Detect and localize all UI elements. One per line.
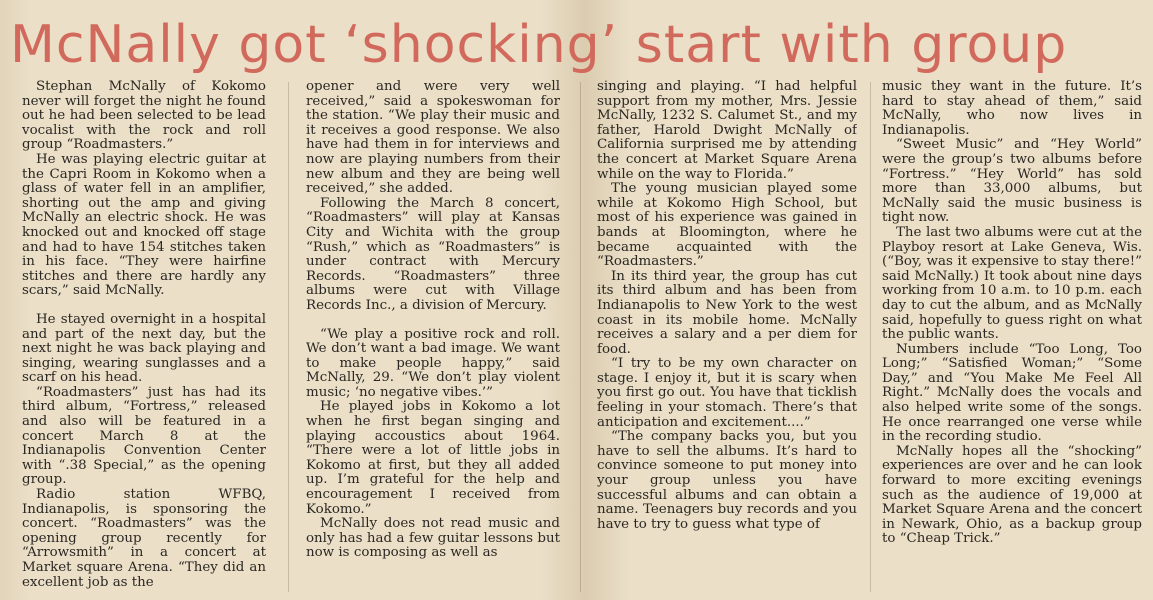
paragraph: Numbers include “Too Long, Too Long;” “Satisfied Woman;” “Some Day,” and “You Make Me Feel All Right.” McNally does the vocals and also helped write some of the songs. He once rearranged one verse while in the recording studio. — [882, 341, 1142, 445]
paragraph: He was playing electric guitar at the Capri Room in Kokomo when a glass of water fell in an amplifier, shorting out the amp and giving McNally an electric shock. He was knocked out and knocked off stage and had to have 154 stitches taken in his face. “They were hairfine stitches and there are hardly any scars,” said McNally. — [22, 151, 266, 299]
paragraph: “Sweet Music” and “Hey World” were the group’s two albums before “Fortress.” “Hey World” has sold more than 33,000 albums, but McNally said the music business is tight now. — [882, 137, 1142, 226]
paragraph: The young musician played some while at Kokomo High School, but most of his experience was gained in bands at Bloomington, where he became acquainted with the “Roadmasters.” — [597, 181, 857, 270]
paragraph: Stephan McNally of Kokomo never will forget the night he found out he had been selected to be lead vocalist with the rock and roll group “Roadmasters.” — [22, 80, 266, 153]
column-divider — [288, 82, 289, 592]
article-column-3 — [597, 80, 857, 595]
paragraph: McNally does not read music and only has had a few guitar lessons but now is composing as well as — [306, 516, 560, 561]
paragraph: He played jobs in Kokomo a lot when he first began singing and playing accoustics about 1964. “There were a lot of little jobs in Kokomo at first, but they all added up. I’m grateful for the help and encouragement I received from Kokomo.” — [306, 399, 560, 517]
paragraph: music they want in the future. It’s hard to stay ahead of them,” said McNally, who now lives in Indianapolis. — [882, 80, 1142, 138]
paragraph: He stayed overnight in a hospital and part of the next day, but the next night he was back playing and singing, wearing sunglasses and a scarf on his head. — [22, 311, 266, 386]
paragraph: Following the March 8 concert, “Roadmasters” will play at Kansas City and Wichita with the group “Rush,” which as “Roadmasters” is under contract with Mercury Records. “Roadmasters” three albums were cut with Village Records Inc., a division of Mercury. — [306, 195, 560, 313]
column-divider — [870, 82, 871, 592]
headline: McNally got ‘shocking’ start with group — [10, 15, 1068, 75]
paragraph: “Roadmasters” just has had its third album, “Fortress,” released and also will be featured in a concert March 8 at the Indianapolis Convention Center with “.38 Special,” as the opening group. — [22, 384, 266, 488]
paragraph: “I try to be my own character on stage. I enjoy it, but it is scary when you first go out. You have that ticklish feeling in your stomach. There’s that anticipation and excitement....” — [597, 356, 857, 430]
article-column-2 — [306, 80, 560, 595]
paragraph: The last two albums were cut at the Playboy resort at Lake Geneva, Wis. (“Boy, was it expensive to stay there!” said McNally.) It took about nine days working from 10 a.m. to 10 p.m. each day to cut the album, and as McNally said, hopefully to guess right on what the public wants. — [882, 224, 1142, 343]
paragraph: Radio station WFBQ, Indianapolis, is sponsoring the concert. “Roadmasters” was the opening group recently for “Arrowsmith” in a concert at Market square Arena. “They did an excellent job as the — [22, 487, 266, 590]
article-column-4 — [882, 80, 1142, 595]
paragraph: In its third year, the group has cut its third album and has been from Indianapolis to New York to the west coast in its mobile home. McNally receives a salary and a per diem for food. — [597, 268, 857, 357]
paragraph: McNally hopes all the “shocking” experiences are over and he can look forward to more exciting evenings such as the audience of 19,000 at Market Square Arena and the concert in Newark, Ohio, as a backup group to “Cheap Trick.” — [882, 443, 1142, 547]
paragraph: “We play a positive rock and roll. We don’t want a bad image. We want to make people happy,” said McNally, 29. “We don’t play violent music; ‘no negative vibes.’” — [306, 326, 560, 400]
article-column-1 — [22, 80, 266, 595]
paragraph: “The company backs you, but you have to sell the albums. It’s hard to convince someone to put money into your group unless you have successful albums and can obtain a name. Teenagers buy records and you have to try to guess what type of — [597, 429, 857, 532]
paragraph: singing and playing. “I had helpful support from my mother, Mrs. Jessie McNally, 1232 S. Calumet St., and my father, Harold Dwight McNally of California surprised me by attending the concert at Market Square Arena while on the way to Florida.” — [597, 80, 857, 182]
column-divider — [580, 82, 581, 592]
paragraph: opener and were very well received,” said a spokeswoman for the station. “We play their music and it receives a good response. We also have had them in for interviews and now are playing numbers from their new album and they are being well received,” she added. — [306, 80, 560, 197]
